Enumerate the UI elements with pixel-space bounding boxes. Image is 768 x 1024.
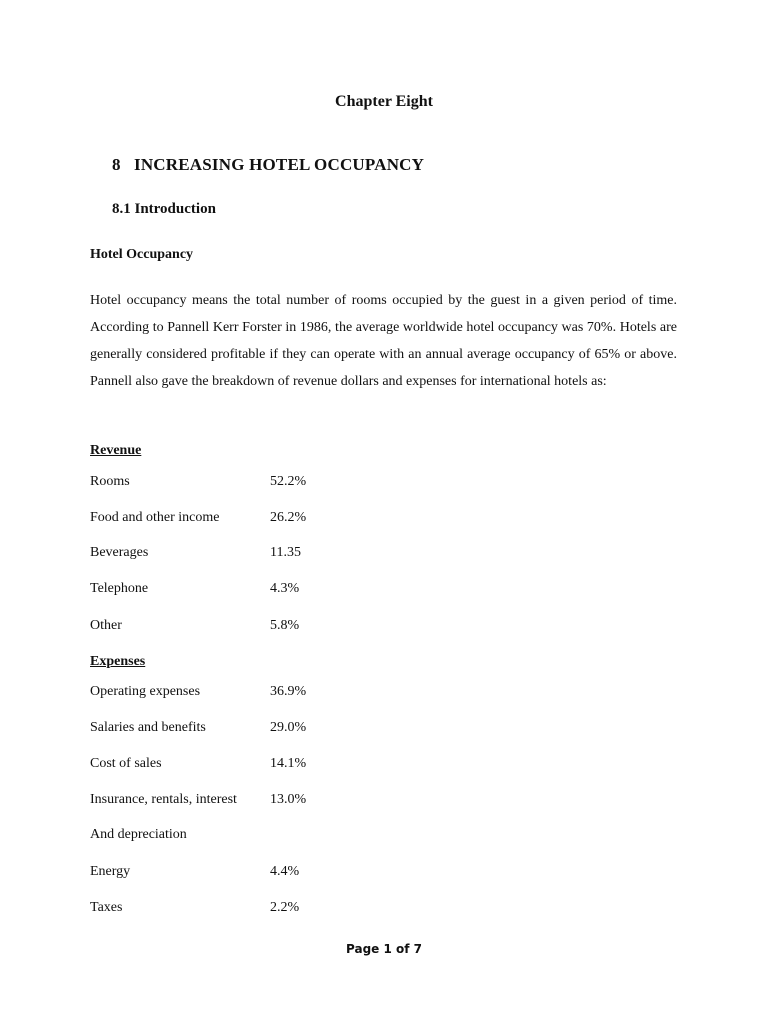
- row-value: 29.0%: [270, 720, 307, 735]
- row-label: Cost of sales: [90, 756, 162, 771]
- subsection-heading: 8.1 Introduction: [112, 201, 216, 217]
- chapter-title: Chapter Eight: [335, 93, 433, 110]
- row-value: 2.2%: [270, 900, 300, 915]
- row-value: 26.2%: [270, 510, 307, 525]
- topic-heading: Hotel Occupancy: [90, 247, 194, 262]
- section-title: INCREASING HOTEL OCCUPANCY: [134, 155, 425, 174]
- row-label: Taxes: [90, 900, 123, 915]
- row-label: Salaries and benefits: [90, 720, 206, 735]
- row-label: Food and other income: [90, 510, 220, 525]
- row-value: 4.4%: [270, 864, 300, 879]
- section-heading: [112, 155, 424, 175]
- row-label: Beverages: [90, 545, 149, 560]
- row-value: 14.1%: [270, 756, 307, 771]
- row-value: 5.8%: [270, 618, 300, 633]
- row-label: Insurance, rentals, interest: [90, 792, 237, 807]
- row-value: 4.3%: [270, 581, 300, 596]
- row-value: 13.0%: [270, 792, 307, 807]
- row-label: And depreciation: [90, 827, 187, 842]
- row-label: Rooms: [90, 474, 130, 489]
- revenue-heading: Revenue: [90, 443, 142, 458]
- row-label: Energy: [90, 864, 131, 879]
- row-value: 52.2%: [270, 474, 307, 489]
- row-label: Telephone: [90, 581, 149, 596]
- section-number: 8: [112, 155, 121, 174]
- intro-paragraph: Hotel occupancy means the total number of rooms occupied by the guest in a given period of time. According to Pannell Kerr Forster in 1986, the average worldwide hotel occupancy was 70%. Hotels are generally considered profitable if they can operate with an annual average occupancy of 65% or above. Pannell also gave the breakdown of revenue dollars and expenses for international hotels as:: [90, 293, 677, 389]
- expenses-heading: Expenses: [90, 654, 146, 669]
- page-number-footer: Page 1 of 7: [346, 942, 422, 956]
- row-value: 36.9%: [270, 684, 307, 699]
- row-label: Operating expenses: [90, 684, 201, 699]
- row-label: Other: [90, 618, 122, 633]
- row-value: 11.35: [270, 545, 301, 560]
